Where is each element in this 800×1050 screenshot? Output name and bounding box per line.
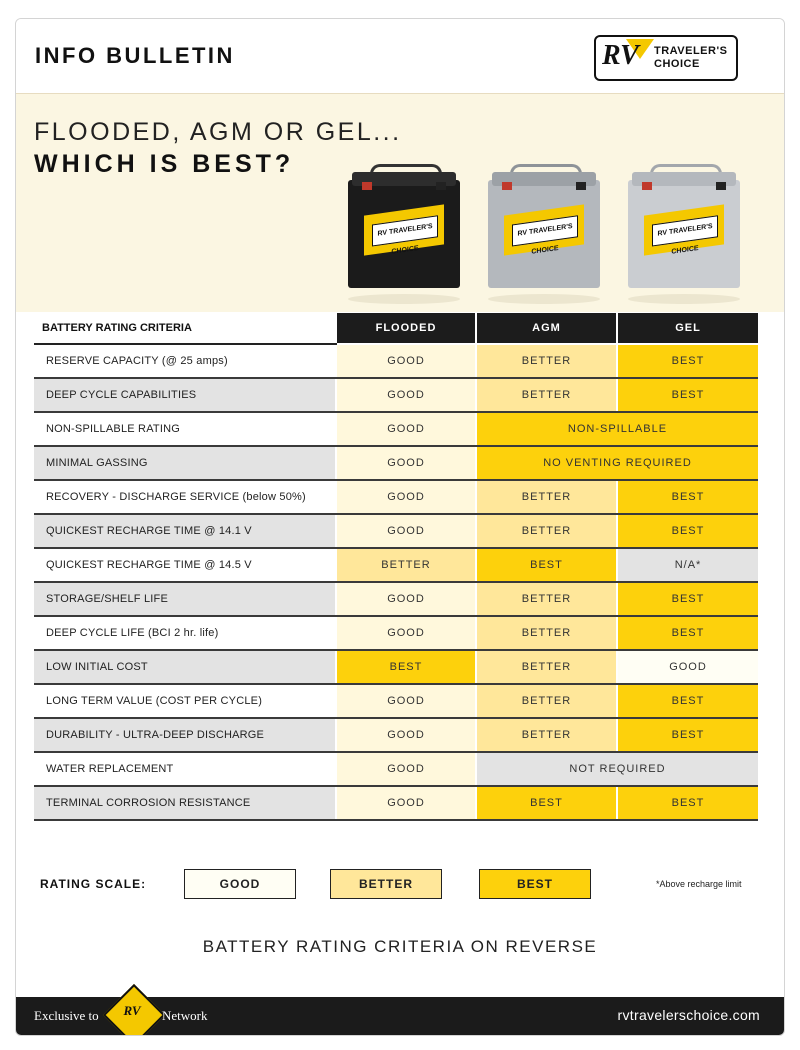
- website-link[interactable]: rvtravelerschoice.com: [617, 1007, 760, 1023]
- criteria-cell: QUICKEST RECHARGE TIME @ 14.5 V: [34, 548, 336, 582]
- positive-terminal-icon: [502, 182, 512, 190]
- agm-cell: BEST: [476, 786, 617, 820]
- hero-subheading: WHICH IS BEST?: [34, 150, 295, 178]
- criteria-cell: RECOVERY - DISCHARGE SERVICE (below 50%): [34, 480, 336, 514]
- criteria-cell: STORAGE/SHELF LIFE: [34, 582, 336, 616]
- gel-cell: BEST: [617, 514, 758, 548]
- rating-scale-label: RATING SCALE:: [40, 877, 147, 891]
- criteria-cell: NON-SPILLABLE RATING: [34, 412, 336, 446]
- logo-line2: CHOICE: [654, 58, 700, 70]
- table-row: [34, 412, 758, 446]
- criteria-cell: TERMINAL CORROSION RESISTANCE: [34, 786, 336, 820]
- hero-banner: [16, 93, 784, 312]
- flooded-cell: BETTER: [336, 548, 476, 582]
- table-row: [34, 582, 758, 616]
- flooded-cell: GOOD: [336, 718, 476, 752]
- criteria-cell: QUICKEST RECHARGE TIME @ 14.1 V: [34, 514, 336, 548]
- agm-cell: BETTER: [476, 480, 617, 514]
- info-bulletin-sheet: [15, 18, 785, 1036]
- criteria-cell: DEEP CYCLE LIFE (BCI 2 hr. life): [34, 616, 336, 650]
- flooded-cell: GOOD: [336, 582, 476, 616]
- column-header-agm: AGM: [476, 313, 617, 344]
- flooded-cell: GOOD: [336, 480, 476, 514]
- gel-cell: BEST: [617, 616, 758, 650]
- agm-cell: BETTER: [476, 344, 617, 378]
- table-row: [34, 480, 758, 514]
- scale-better: BETTER: [330, 869, 442, 899]
- criteria-header: BATTERY RATING CRITERIA: [34, 313, 336, 344]
- criteria-cell: WATER REPLACEMENT: [34, 752, 336, 786]
- criteria-cell: DURABILITY - ULTRA-DEEP DISCHARGE: [34, 718, 336, 752]
- agm-cell: BETTER: [476, 616, 617, 650]
- table-header-row: [34, 313, 758, 344]
- reverse-note: BATTERY RATING CRITERIA ON REVERSE: [202, 937, 598, 956]
- battery-label-text: RV TRAVELER'S CHOICE: [372, 215, 438, 246]
- footnote: *Above recharge limit: [656, 879, 742, 889]
- negative-terminal-icon: [436, 182, 446, 190]
- battery-label-text: RV TRAVELER'S CHOICE: [652, 215, 718, 246]
- battery-label-text: RV TRAVELER'S CHOICE: [512, 215, 578, 246]
- agm-cell: BETTER: [476, 582, 617, 616]
- battery-reflection: [348, 294, 460, 304]
- agm-cell: BETTER: [476, 650, 617, 684]
- flooded-cell: GOOD: [336, 514, 476, 548]
- table-row: [34, 548, 758, 582]
- page-title: INFO BULLETIN: [35, 43, 235, 68]
- gel-cell: BEST: [617, 378, 758, 412]
- battery-reflection: [488, 294, 600, 304]
- exclusive-text: Exclusive to: [34, 1008, 99, 1023]
- criteria-cell: MINIMAL GASSING: [34, 446, 336, 480]
- flooded-cell: GOOD: [336, 378, 476, 412]
- flooded-cell: BEST: [336, 650, 476, 684]
- header: [16, 19, 784, 93]
- gel-cell: BEST: [617, 684, 758, 718]
- negative-terminal-icon: [576, 182, 586, 190]
- gel-cell: BEST: [617, 718, 758, 752]
- table-row: [34, 514, 758, 548]
- table-row: [34, 684, 758, 718]
- battery-reflection: [628, 294, 740, 304]
- agm-cell: BETTER: [476, 684, 617, 718]
- flooded-cell: GOOD: [336, 684, 476, 718]
- agm-gel-cell: NON-SPILLABLE: [476, 412, 758, 446]
- agm-battery-image: [488, 164, 600, 288]
- footer: [16, 997, 784, 1035]
- table-row: [34, 446, 758, 480]
- table-row: [34, 616, 758, 650]
- network-text: Network: [162, 1008, 208, 1023]
- criteria-cell: DEEP CYCLE CAPABILITIES: [34, 378, 336, 412]
- flooded-cell: GOOD: [336, 752, 476, 786]
- flooded-cell: GOOD: [336, 446, 476, 480]
- rating-table: [34, 313, 758, 821]
- gel-cell: BEST: [617, 480, 758, 514]
- positive-terminal-icon: [642, 182, 652, 190]
- gel-cell: BEST: [617, 786, 758, 820]
- table-row: [34, 752, 758, 786]
- table-row: [34, 718, 758, 752]
- flooded-cell: GOOD: [336, 786, 476, 820]
- agm-cell: BETTER: [476, 718, 617, 752]
- hero-heading: FLOODED, AGM OR GEL...: [34, 118, 402, 146]
- scale-good: GOOD: [184, 869, 296, 899]
- positive-terminal-icon: [362, 182, 372, 190]
- flooded-battery-image: [348, 164, 460, 288]
- flooded-cell: GOOD: [336, 412, 476, 446]
- flooded-cell: GOOD: [336, 344, 476, 378]
- table-row: [34, 786, 758, 820]
- column-header-gel: GEL: [617, 313, 758, 344]
- table-row: [34, 378, 758, 412]
- negative-terminal-icon: [716, 182, 726, 190]
- logo-line1: TRAVELER'S: [654, 45, 728, 57]
- flooded-cell: GOOD: [336, 616, 476, 650]
- badge-text: RV: [123, 1003, 141, 1018]
- criteria-cell: RESERVE CAPACITY (@ 25 amps): [34, 344, 336, 378]
- criteria-cell: LOW INITIAL COST: [34, 650, 336, 684]
- agm-gel-cell: NOT REQUIRED: [476, 752, 758, 786]
- scale-best: BEST: [479, 869, 591, 899]
- gel-cell: BEST: [617, 582, 758, 616]
- gel-cell: GOOD: [617, 650, 758, 684]
- rv-travelers-choice-logo: [594, 35, 738, 81]
- column-header-flooded: FLOODED: [336, 313, 476, 344]
- table-row: [34, 344, 758, 378]
- agm-cell: BETTER: [476, 378, 617, 412]
- agm-cell: BEST: [476, 548, 617, 582]
- table-row: [34, 650, 758, 684]
- agm-gel-cell: NO VENTING REQUIRED: [476, 446, 758, 480]
- logo-mark: RV: [602, 40, 639, 71]
- gel-battery-image: [628, 164, 740, 288]
- criteria-cell: LONG TERM VALUE (COST PER CYCLE): [34, 684, 336, 718]
- agm-cell: BETTER: [476, 514, 617, 548]
- gel-cell: BEST: [617, 344, 758, 378]
- gel-cell: N/A*: [617, 548, 758, 582]
